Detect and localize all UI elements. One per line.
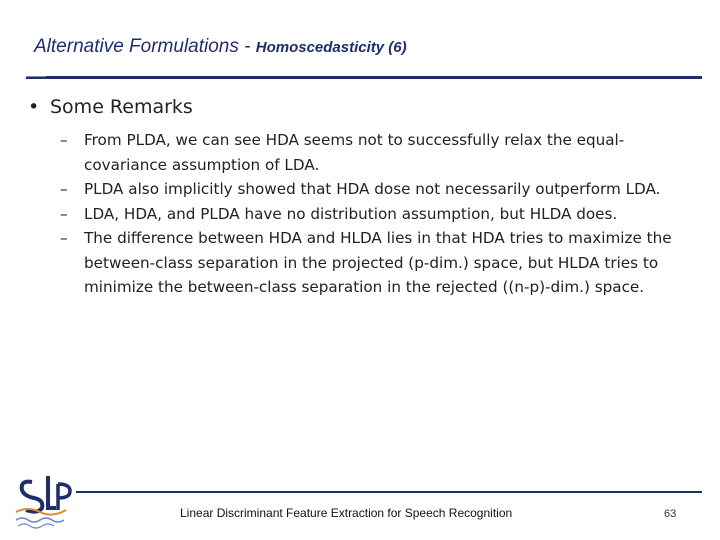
title-underline <box>26 76 702 79</box>
item-dash: – <box>60 131 68 149</box>
logo-l-foot <box>46 506 56 510</box>
item-text: The difference between HDA and HLDA lies in that HDA tries to maximize the between-class separation in the projected (p-dim.) space, but HLDA tries to minimize the between-class separation in the rejected ((n-p)-dim.) space. <box>84 229 672 296</box>
remarks-list <box>60 128 700 300</box>
heading-bullet: • <box>28 96 40 118</box>
list-item <box>60 226 700 300</box>
item-text: PLDA also implicitly showed that HDA dose not necessarily outperform LDA. <box>84 180 661 198</box>
slide-title-main: Alternative Formulations - <box>34 36 256 57</box>
heading-text: Some Remarks <box>50 96 193 118</box>
list-item <box>60 177 700 202</box>
footer-rule <box>76 491 702 493</box>
title-underline-accent <box>26 76 46 77</box>
logo-wave-1 <box>16 518 64 522</box>
list-item <box>60 128 700 177</box>
slp-logo-icon <box>12 460 76 532</box>
page-number: 63 <box>664 508 677 520</box>
item-text: From PLDA, we can see HDA seems not to successfully relax the equal-covariance assumption of LDA. <box>84 131 625 174</box>
logo-wave-2 <box>18 524 54 528</box>
logo-s-stroke <box>22 482 43 512</box>
logo-l-stroke <box>46 476 50 510</box>
logo-p-stroke <box>58 484 70 510</box>
footer-text: Linear Discriminant Feature Extraction for Speech Recognition <box>180 506 513 520</box>
section-heading <box>28 96 193 118</box>
list-item <box>60 202 700 227</box>
item-dash: – <box>60 180 68 198</box>
slide-title-sub: Homoscedasticity (6) <box>255 39 407 56</box>
item-dash: – <box>60 204 68 223</box>
item-text: LDA, HDA, and PLDA have no distribution assumption, but HLDA does. <box>84 204 618 223</box>
item-dash: – <box>60 229 68 247</box>
slide-title <box>34 36 407 58</box>
